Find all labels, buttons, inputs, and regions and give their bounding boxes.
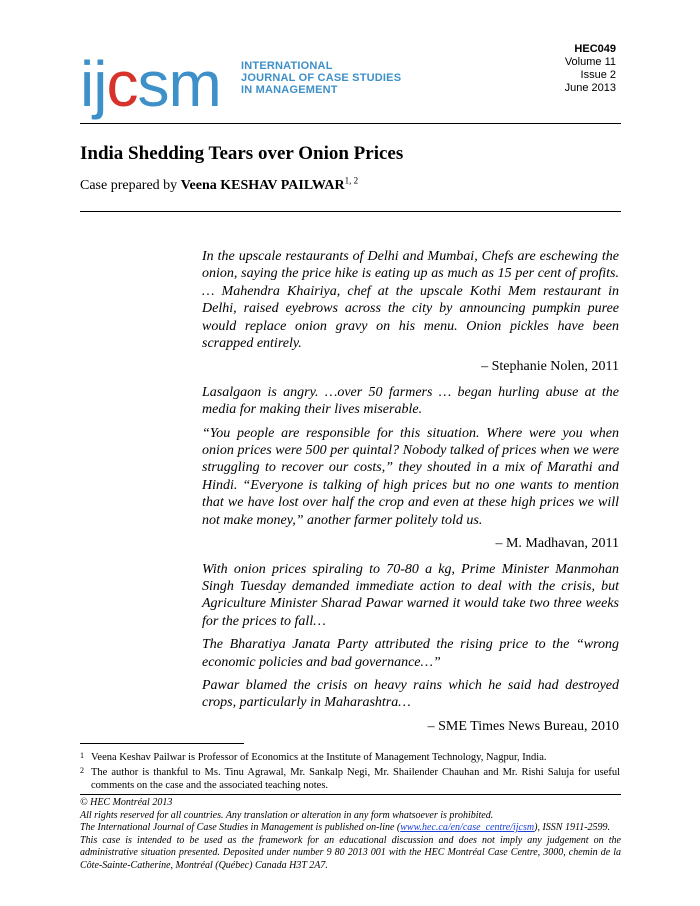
page-title: India Shedding Tears over Onion Prices: [80, 143, 404, 164]
disclaimer: This case is intended to be used as the framework for an educational discussion and does not imply any judgement on the administrative situation presented. Deposited under number 9 80 2013 001 with the HEC Montréal Case Centre, 3000, chemin de la Côte-Sainte-Catherine, Montréal (Québec) Canada H3T 2A7.: [80, 834, 621, 871]
journal-name-line: JOURNAL OF CASE STUDIES: [241, 72, 402, 84]
publication-prefix: The International Journal of Case Studies in Management is published on-line (: [80, 822, 401, 834]
epigraph-quotes: [202, 248, 619, 743]
issue-date: June 2013: [564, 82, 616, 94]
journal-name-line: IN MANAGEMENT: [241, 84, 338, 96]
journal-logo: [80, 42, 221, 120]
logo-letter-i: i: [80, 48, 94, 120]
byline-prefix: Case prepared by: [80, 178, 181, 193]
quote-paragraph: Lasalgaon is angry. …over 50 farmers … began hurling abuse at the media for making their lives miserable.: [202, 384, 619, 418]
footnote-1: [80, 751, 620, 764]
quote-paragraph: “You people are responsible for this situation. Where were you when onion prices were 500 per quintal? Nobody talked of prices when we were struggling to recover our costs,” they shouted in a mix of Marathi and Hindi. “Everyone is talking of high prices but no one wants to mention that we have lost over half the crop and even at these high prices we will not make money,” another farmer politely told us.: [202, 425, 619, 528]
volume: Volume 11: [564, 56, 616, 68]
title-divider: [80, 211, 621, 212]
publication-notice: [80, 822, 621, 835]
rights-notice: All rights reserved for all countries. Any translation or alteration in any form whatsoever is prohibited.: [80, 809, 494, 821]
quote-paragraph: The Bharatiya Janata Party attributed the rising price to the “wrong economic policies and bad governance…”: [202, 637, 619, 670]
logo-letter-c: c: [106, 48, 138, 120]
byline: [80, 175, 359, 194]
quote-attribution: – Stephanie Nolen, 2011: [481, 359, 619, 375]
case-code: HEC049: [574, 43, 616, 55]
logo-letter-s: s: [137, 48, 169, 120]
author-name: Veena KESHAV PAILWAR: [180, 178, 345, 193]
copyright: © HEC Montréal 2013: [80, 797, 173, 808]
legal-footer: [80, 797, 621, 873]
footnote-text: The author is thankful to Ms. Tinu Agrawal, Mr. Sankalp Negi, Mr. Shailender Chauhan and Mr. Rishi Saluja for useful comments on the case and the associated teaching notes.: [91, 767, 620, 791]
quote-attribution: – M. Madhavan, 2011: [495, 536, 619, 552]
footnote-text: Veena Keshav Pailwar is Professor of Economics at the Institute of Management Technology, Nagpur, India.: [91, 752, 547, 763]
issue: Issue 2: [580, 69, 616, 81]
quote-paragraph: Pawar blamed the crisis on heavy rains which he said had destroyed crops, particularly in Maharashtra…: [202, 677, 619, 711]
quote-attribution: – SME Times News Bureau, 2010: [427, 718, 619, 734]
journal-name: [241, 60, 401, 96]
footnote-number: 2: [80, 766, 84, 775]
footnote-2: [80, 766, 620, 792]
issue-meta: [565, 43, 616, 95]
footer-divider: [80, 794, 621, 795]
footnote-marks: 1, 2: [344, 175, 359, 186]
footnote-divider: [80, 743, 244, 744]
quote-paragraph: With onion prices spiraling to 70-80 a kg, Prime Minister Manmohan Singh Tuesday demanded immediate action to deal with the crisis, but Agriculture Minister Sharad Pawar warned it would take two three weeks for the prices to fall…: [202, 561, 619, 629]
logo-letter-m: m: [168, 48, 221, 120]
publication-suffix: ), ISSN 1911-2599.: [534, 822, 611, 834]
quote-paragraph: In the upscale restaurants of Delhi and Mumbai, Chefs are eschewing the onion, saying the price hike is eating up as much as 15 per cent of profits. … Mahendra Khairiya, chef at the upscale Kothi Mem restaurant in Delhi, raised eyebrows across the city by announcing pumpkin puree would replace onion gravy on his menu. Onion pickles have been scrapped entirely.: [202, 249, 619, 352]
journal-link[interactable]: www.hec.ca/en/case_centre/ijcsm: [400, 822, 535, 834]
logo-letter-j: j: [93, 48, 107, 120]
footnote-number: 1: [80, 751, 84, 760]
header-divider: [80, 123, 621, 124]
journal-name-line: INTERNATIONAL: [241, 60, 333, 72]
